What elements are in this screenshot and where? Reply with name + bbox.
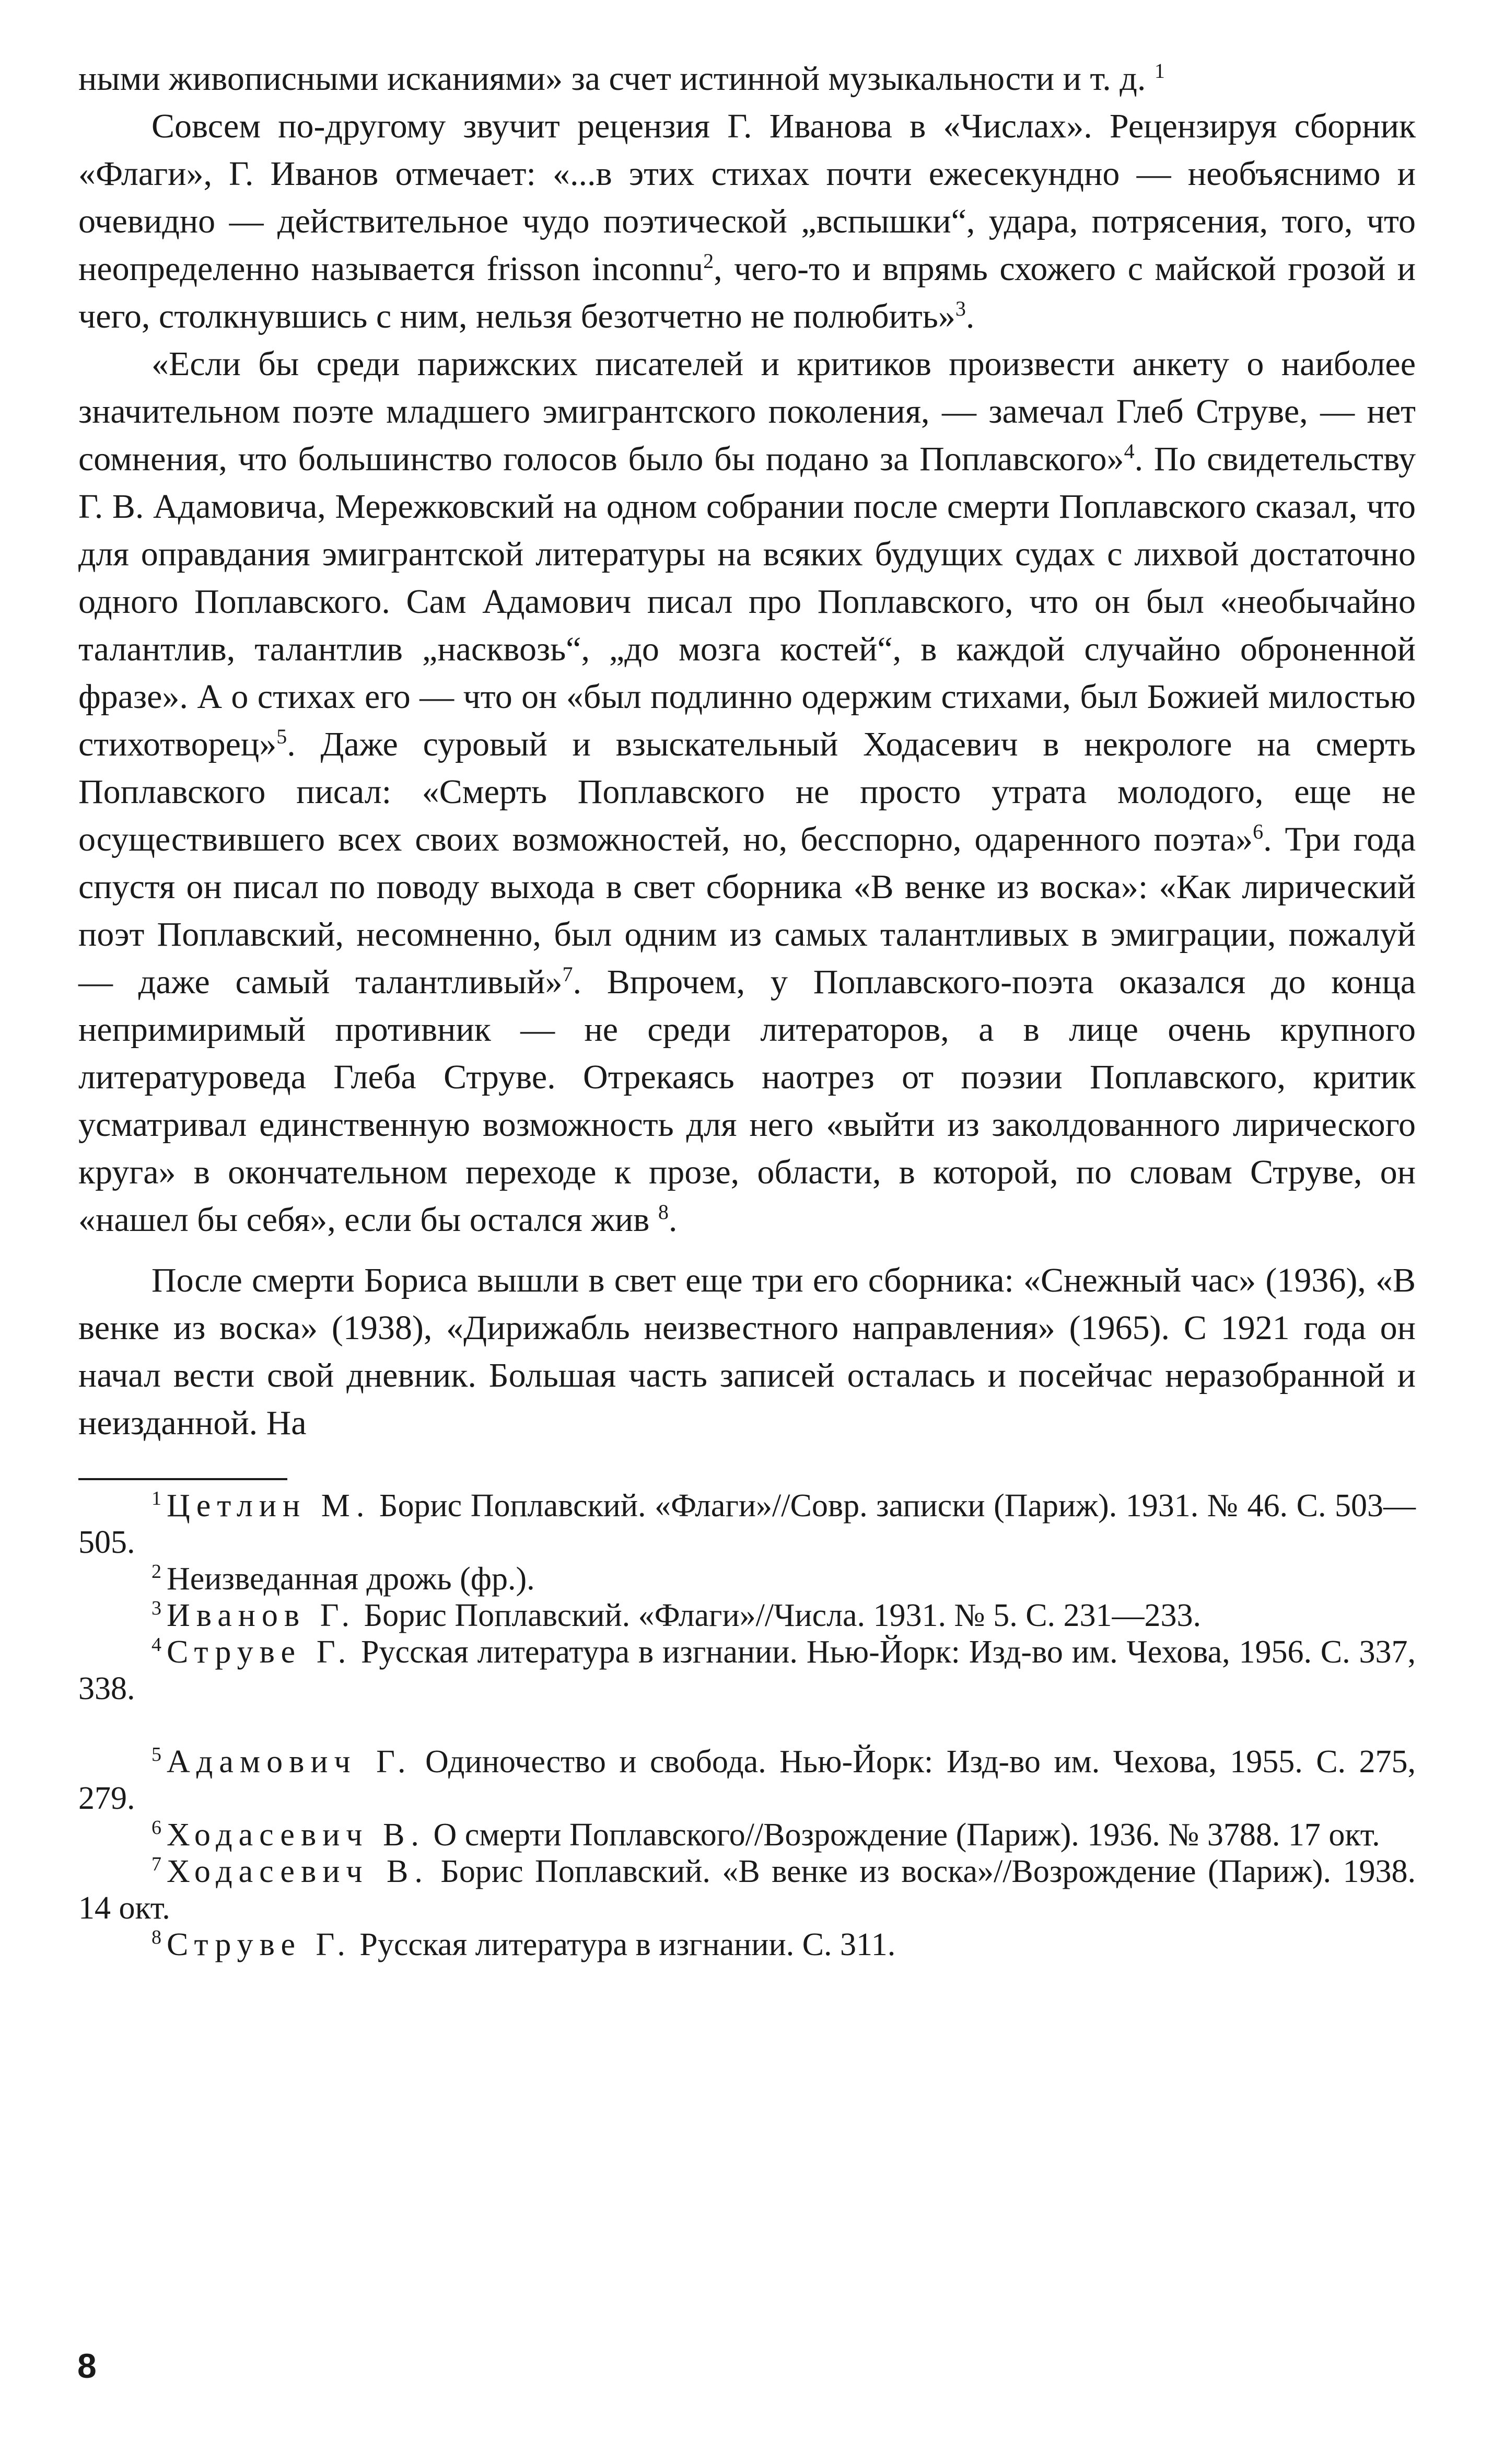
paragraph-2: Совсем по-другому звучит рецензия Г. Иванова в «Числах». Рецензируя сборник «Флаги», Г. Иванов отмечает: «...в этих стихах почти ежесекундно — необъяснимо и очевидно — действительное чудо поэтической „вспышки“, удара, потрясения, того, что неопределенно называется frisson inconnu$^2$, чего-то и впрямь схожего с майской грозой и чего, столкнувшись с ним, нельзя безотчетно не полюбить»$^3$. [78, 107, 1416, 335]
paragraph-1: ными живописными исканиями» за счет истинной музыкальности и т. д. $^1$ [78, 59, 1165, 98]
footnote-author: Ходасевич В. [167, 1817, 425, 1853]
footnote-ref-4[interactable]: 4 [1124, 439, 1135, 463]
footnote-number: 7 [151, 1853, 161, 1876]
footnote-text: О смерти Поплавского//Возрождение (Париж). 1936. № 3788. 17 окт. [425, 1817, 1380, 1853]
footnote-6 [78, 1817, 1416, 1853]
footnote-number: 8 [151, 1926, 161, 1949]
footnote-number: 4 [151, 1634, 161, 1656]
footnote-ref-1[interactable]: 1 [1154, 59, 1165, 83]
paragraph-3: «Если бы среди парижских писателей и критиков произвести анкету о наиболее значительном поэте младшего эмигрантского поколения, — замечал Глеб Струве, — нет сомнения, что большинство голосов было бы подано за Поплавского»$^4$. По свидетельству Г. В. Адамовича, Мережковский на одном собрании после смерти Поплавского сказал, что для оправдания эмигрантской литературы на всяких будущих судах с лихвой достаточно одного Поплавского. Сам Адамович писал про Поплавского, что он был «необычайно талантлив, талантлив „насквозь“, „до мозга костей“, в каждой случайно оброненной фразе». А о стихах его — что он «был подлинно одержим стихами, был Божией милостью стихотворец»$^5$. Даже суровый и взыскательный Ходасевич в некрологе на смерть Поплавского писал: «Смерть Поплавского не просто утрата молодого, еще не осуществившего всех своих возможностей, но, бесспорно, одаренного поэта»$^6$. Три года спустя он писал по поводу выхода в свет сборника «В венке из воска»: «Как лирический поэт Поплавский, несомненно, был одним из самых талантливых в эмиграции, пожалуй — даже самый талантливый»$^7$. Впрочем, у Поплавского-поэта оказался до конца непримиримый противник — не среди литераторов, а в лице очень крупного литературоведа Глеба Струве. Отрекаясь наотрез от поэзии Поплавского, критик усматривал единственную возможность для него «выйти из заколдованного лирического круга» в окончательном переходе к прозе, области, в которой, по словам Струве, он «нашел бы себя», если бы остался жив $^8$. [78, 345, 1416, 1239]
footnote-3 [78, 1597, 1416, 1634]
footnote-ref-7[interactable]: 7 [562, 962, 573, 986]
footnote-number: 5 [151, 1744, 161, 1766]
body-text [78, 55, 1416, 1447]
paragraph-4: После смерти Бориса вышли в свет еще три его сборника: «Снежный час» (1936), «В венке из воска» (1938), «Дирижабль неизвестного направления» (1965). С 1921 года он начал вести свой дневник. Большая часть записей осталась и посейчас неразобранной и неизданной. На [78, 1261, 1416, 1442]
footnote-5 [78, 1744, 1416, 1817]
footnote-author: Иванов Г. [167, 1598, 356, 1633]
footnote-ref-3[interactable]: 3 [955, 297, 966, 320]
footnote-number: 6 [151, 1817, 161, 1839]
footnote-1 [78, 1487, 1416, 1561]
footnotes [78, 1487, 1416, 1963]
footnote-number: 3 [151, 1597, 161, 1620]
page [78, 55, 1416, 1963]
footnote-divider [78, 1478, 287, 1480]
footnote-ref-8[interactable]: 8 [658, 1200, 669, 1224]
footnote-author: Ходасевич В. [167, 1854, 429, 1889]
footnote-text: Одиночество и свобода. Нью-Йорк: Изд-во им. Чехова, 1955. С. 275, 279. [78, 1744, 1416, 1816]
footnote-text: Русская литература в изгнании. Нью-Йорк: Изд-во им. Чехова, 1956. С. 337, 338. [78, 1634, 1416, 1706]
footnote-4 [78, 1634, 1416, 1707]
footnote-author: Струве Г. [167, 1634, 353, 1670]
footnote-2 [78, 1561, 1416, 1597]
footnote-text: Борис Поплавский. «В венке из воска»//Возрождение (Париж). 1938. 14 окт. [78, 1854, 1416, 1926]
footnote-ref-6[interactable]: 6 [1253, 820, 1264, 843]
footnote-text: Борис Поплавский. «Флаги»//Числа. 1931. № 5. С. 231—233. [356, 1598, 1202, 1633]
footnote-ref-5[interactable]: 5 [276, 725, 287, 748]
footnote-author: Адамович Г. [167, 1744, 412, 1780]
footnote-text: Русская литература в изгнании. С. 311. [351, 1927, 896, 1962]
footnote-author: Цетлин М. [167, 1488, 371, 1524]
footnote-text: Борис Поплавский. «Флаги»//Совр. записки (Париж). 1931. № 46. С. 503—505. [78, 1488, 1416, 1560]
footnote-text: Неизведанная дрожь (фр.). [167, 1561, 535, 1597]
footnote-number: 2 [151, 1561, 161, 1583]
footnote-number: 1 [151, 1487, 161, 1510]
footnote-ref-2[interactable]: 2 [703, 249, 714, 273]
footnote-7 [78, 1853, 1416, 1926]
footnote-8 [78, 1926, 1416, 1963]
footnote-author: Струве Г. [167, 1927, 352, 1962]
page-number: 8 [77, 2346, 97, 2385]
